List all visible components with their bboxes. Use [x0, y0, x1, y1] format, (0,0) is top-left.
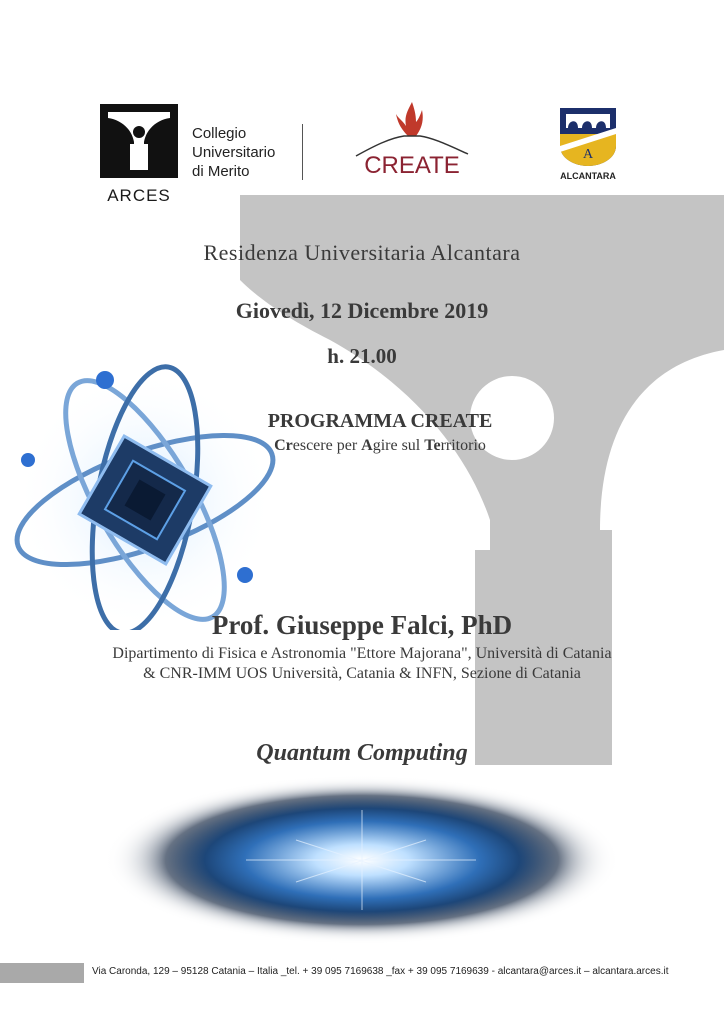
programme-subtitle-part-2-bold: A	[361, 437, 373, 454]
programme-subtitle-part-2: gire sul	[372, 437, 425, 454]
quantum-chip-atom-image	[0, 360, 290, 630]
programme-subtitle-part-1: escere per	[292, 437, 362, 454]
logo-divider	[302, 124, 303, 180]
alcantara-wordmark: ALCANTARA	[560, 171, 616, 181]
footer-accent-bar	[0, 963, 84, 983]
programme-subtitle	[200, 437, 560, 455]
footer-contact-info: Via Caronda, 129 – 95128 Catania – Italia _tel. + 39 095 7169638 _fax + 39 095 7169639 - alcantara@arces.it – alcantara.arces.it	[92, 966, 669, 977]
speaker-affiliation-line-1: Dipartimento di Fisica e Astronomia "Ettore Majorana", Università di Catania	[112, 645, 612, 662]
quantum-galaxy-image	[96, 770, 628, 950]
svg-text:A: A	[582, 147, 594, 162]
collegio-line-2: Universitario	[192, 144, 276, 161]
speaker-name: Prof. Giuseppe Falci, PhD	[211, 610, 513, 640]
collegio-line-1: Collegio	[192, 125, 247, 142]
programme-subtitle-part-3-bold: Te	[424, 437, 441, 454]
programme-subtitle-part-3: rritorio	[440, 437, 486, 454]
programme-title: PROGRAMMA CREATE	[267, 410, 493, 432]
arces-wordmark: ARCES	[107, 186, 171, 205]
programme-subtitle-part-1-bold: Cr	[274, 437, 293, 454]
venue-title: Residenza Universitaria Alcantara	[203, 240, 521, 265]
event-time: h. 21.00	[327, 344, 397, 368]
talk-title: Quantum Computing	[256, 740, 468, 766]
collegio-universitario-text	[192, 124, 275, 181]
create-wordmark: CREATE	[364, 152, 460, 179]
collegio-line-3: di Merito	[192, 163, 250, 180]
event-date: Giovedì, 12 Dicembre 2019	[235, 298, 489, 323]
speaker-affiliation-line-2: & CNR-IMM UOS Università, Catania & INFN, Sezione di Catania	[143, 665, 581, 682]
alcantara-shield-icon	[558, 106, 618, 168]
